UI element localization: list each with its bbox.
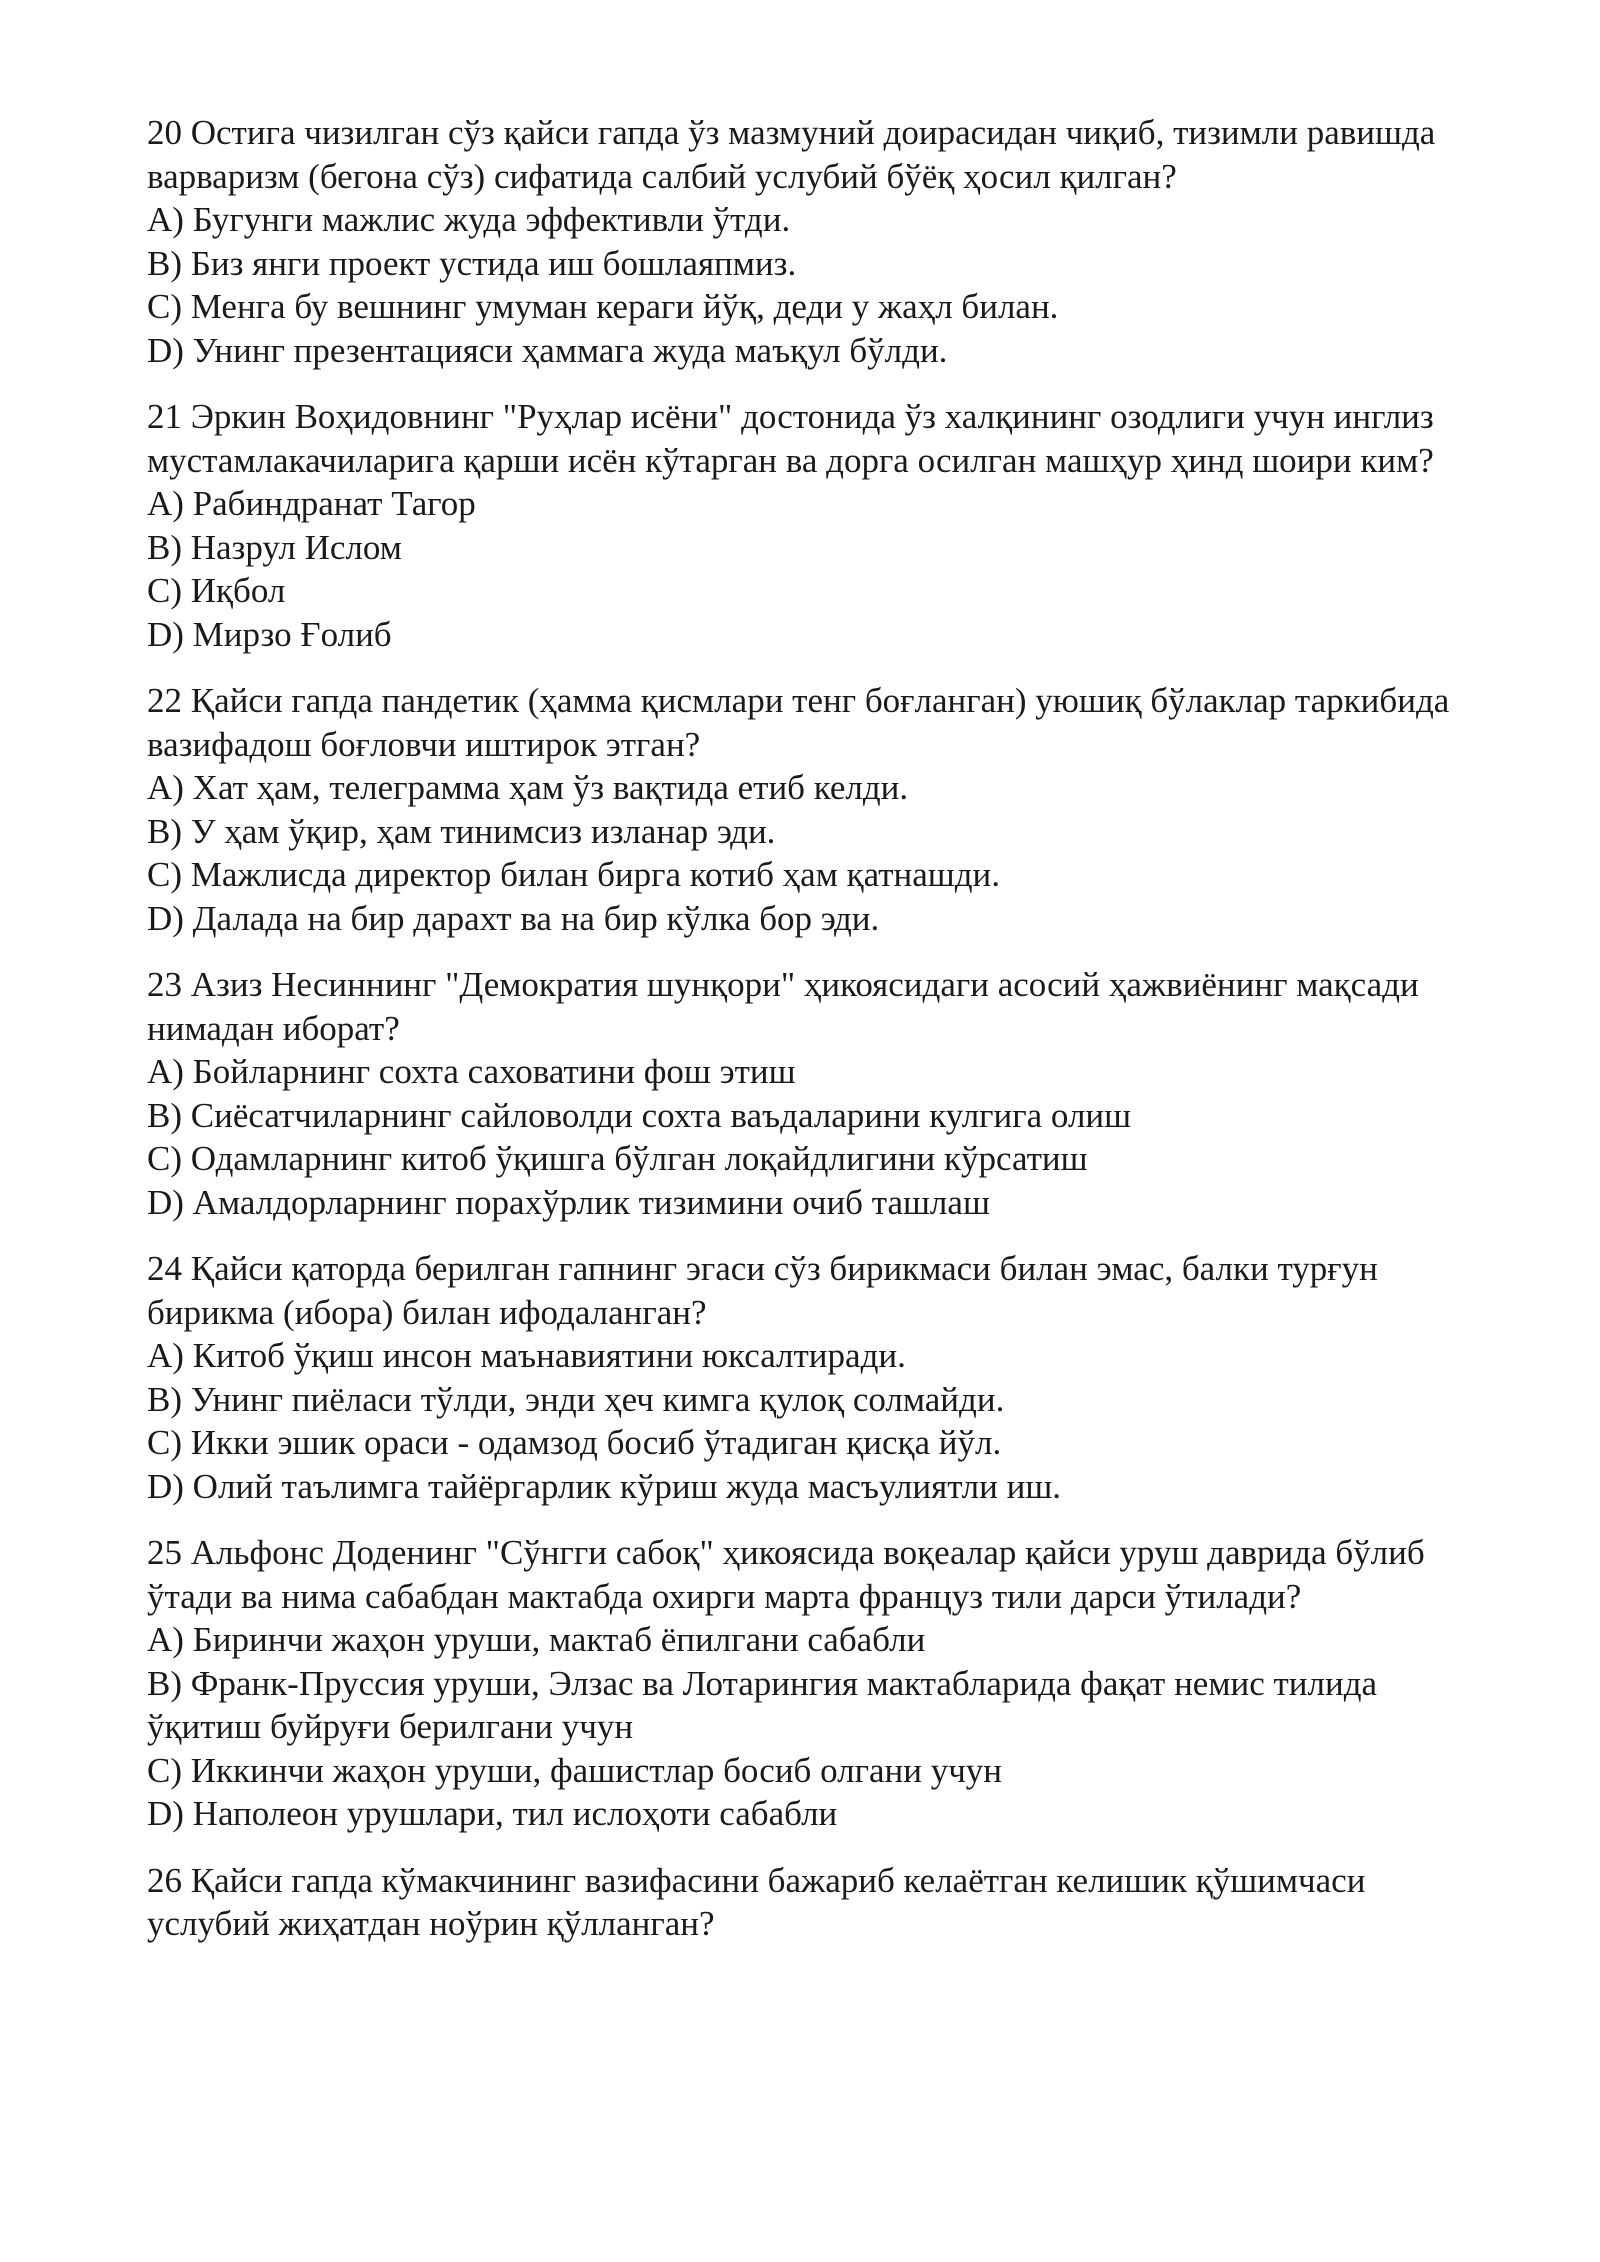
document-body: [147, 111, 1477, 1969]
option-a: A) Бугунги мажлис жуда эффективли ўтди.: [147, 200, 791, 239]
question-text: 20 Остига чизилган сўз қайси гапда ўз мазмуний доирасидан чиқиб, тизимли равишда варваризм (бегона сўз) сифатида салбий услубий бўёқ ҳосил қилган?: [147, 113, 1436, 196]
option-d: D) Амалдорларнинг порахўрлик тизимини очиб ташлаш: [147, 1182, 990, 1222]
option-d: D) Олий таълимга тайёргарлик кўриш жуда масъулиятли иш.: [147, 1466, 1062, 1506]
question-text: 26 Қайси гапда кўмакчининг вазифасини бажариб келаётган келишик қўшимчаси услубий жиҳатдан ноўрин қўлланган?: [147, 1860, 1366, 1943]
option-b: B) Назрул Ислом: [147, 527, 402, 567]
option-c: C) Менга бу вешнинг умуман кераги йўқ, деди у жаҳл билан.: [147, 287, 1059, 326]
option-b: B) У ҳам ўқир, ҳам тинимсиз изланар эди.: [147, 811, 776, 851]
question-24: [147, 1247, 1477, 1508]
option-c: C) Иккинчи жаҳон уруши, фашистлар босиб олгани учун: [147, 1750, 1003, 1790]
question-text: 25 Альфонс Доденинг "Сўнгги сабоқ" ҳикоясида воқеалар қайси уруш даврида бўлиб ўтади ва нима сабабдан мактабда охирги марта француз тили дарси ўтилади?: [147, 1533, 1425, 1616]
option-c: C) Мажлисда директор билан бирга котиб ҳам қатнашди.: [147, 855, 1001, 894]
option-b: B) Унинг пиёласи тўлди, энди ҳеч кимга қулоқ солмайди.: [147, 1379, 1005, 1419]
option-d: D) Наполеон урушлари, тил ислоҳоти сабабли: [147, 1794, 838, 1833]
option-c: C) Иқбол: [147, 571, 286, 610]
option-a: A) Рабиндранат Тагор: [147, 484, 476, 523]
option-c: C) Икки эшик ораси - одамзод босиб ўтадиган қисқа йўл.: [147, 1423, 1002, 1462]
option-d: D) Унинг презентацияси ҳаммага жуда маъқул бўлди.: [147, 330, 948, 370]
option-d: D) Далада на бир дарахт ва на бир кўлка бор эди.: [147, 898, 880, 938]
question-21: [147, 395, 1477, 656]
option-b: B) Сиёсатчиларнинг сайловолди сохта ваъдаларини кулгига олиш: [147, 1095, 1132, 1135]
option-c: C) Одамларнинг китоб ўқишга бўлган лоқайдлигини кўрсатиш: [147, 1139, 1088, 1178]
option-a: A) Биринчи жаҳон уруши, мактаб ёпилгани сабабли: [147, 1620, 926, 1659]
question-25: [147, 1531, 1477, 1836]
question-22: [147, 679, 1477, 940]
question-text: 23 Азиз Несиннинг "Демократия шунқори" ҳикоясидаги асосий ҳажвиёнинг мақсади нимадан иборат?: [147, 965, 1419, 1048]
question-26: [147, 1859, 1477, 1946]
question-text: 22 Қайси гапда пандетик (ҳамма қисмлари тенг боғланган) уюшиқ бўлаклар таркибида вазифадош боғловчи иштирок этган?: [147, 681, 1450, 764]
option-a: A) Хат ҳам, телеграмма ҳам ўз вақтида етиб келди.: [147, 768, 909, 807]
question-text: 24 Қайси қаторда берилган гапнинг эгаси сўз бирикмаси билан эмас, балки турғун бирикма (ибора) билан ифодаланган?: [147, 1249, 1378, 1332]
question-20: [147, 111, 1477, 372]
option-a: A) Китоб ўқиш инсон маънавиятини юксалтиради.: [147, 1336, 906, 1375]
option-d: D) Мирзо Ғолиб: [147, 614, 392, 654]
question-text: 21 Эркин Воҳидовнинг "Руҳлар исёни" достонида ўз халқининг озодлиги учун инглиз мустамлакачиларига қарши исён кўтарган ва дорга осилган машҳур ҳинд шоири ким?: [147, 397, 1434, 480]
option-a: A) Бойларнинг сохта саховатини фош этиш: [147, 1052, 796, 1091]
question-23: [147, 963, 1477, 1224]
option-b: B) Биз янги проект устида иш бошлаяпмиз.: [147, 243, 797, 283]
option-b: B) Франк-Пруссия уруши, Элзас ва Лотарингия мактабларида фақат немис тилида ўқитиш буйруғи берилгани учун: [147, 1663, 1378, 1746]
